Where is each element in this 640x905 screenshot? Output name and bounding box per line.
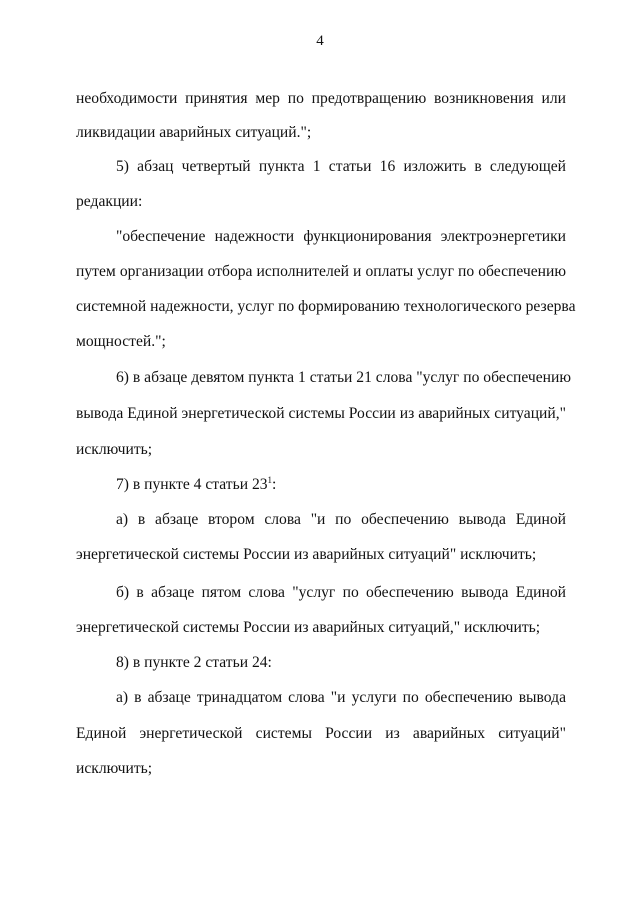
text-line: а) в абзаце втором слова "и по обеспечению вывода Единой bbox=[116, 511, 566, 528]
text-line: "обеспечение надежности функционирования электроэнергетики bbox=[116, 228, 566, 245]
text-segment: : bbox=[272, 476, 277, 493]
superscript: 1 bbox=[267, 475, 273, 485]
text-line: энергетической системы России из аварийных ситуаций" исключить; bbox=[76, 546, 537, 563]
text-line: ликвидации аварийных ситуаций."; bbox=[76, 124, 312, 141]
text-line: мощностей."; bbox=[76, 333, 166, 350]
text-segment: 7) в пункте 4 статьи 23 bbox=[116, 476, 268, 493]
text-line: Единой энергетической системы России из аварийных ситуаций" bbox=[76, 725, 566, 742]
page-number: 4 bbox=[316, 33, 324, 49]
text-line: системной надежности, услуг по формированию технологического резерва bbox=[76, 298, 576, 315]
text-line: 5) абзац четвертый пункта 1 статьи 16 изложить в следующей bbox=[116, 158, 566, 175]
text-line: б) в абзаце пятом слова "услуг по обеспечению вывода Единой bbox=[116, 584, 566, 601]
text-line: энергетической системы России из аварийных ситуаций," исключить; bbox=[76, 619, 541, 636]
text-line: путем организации отбора исполнителей и оплаты услуг по обеспечению bbox=[76, 263, 566, 280]
text-line: 6) в абзаце девятом пункта 1 статьи 21 слова "услуг по обеспечению bbox=[116, 369, 572, 386]
text-line: исключить; bbox=[76, 441, 153, 458]
text-line: исключить; bbox=[76, 760, 153, 777]
text-line: редакции: bbox=[76, 193, 143, 210]
text-line: вывода Единой энергетической системы России из аварийных ситуаций," bbox=[76, 405, 566, 422]
text-line bbox=[116, 475, 566, 495]
text-line: 8) в пункте 2 статьи 24: bbox=[116, 654, 272, 671]
text-line: а) в абзаце тринадцатом слова "и услуги по обеспечению вывода bbox=[116, 689, 566, 706]
text-line: необходимости принятия мер по предотвращению возникновения или bbox=[76, 90, 566, 107]
